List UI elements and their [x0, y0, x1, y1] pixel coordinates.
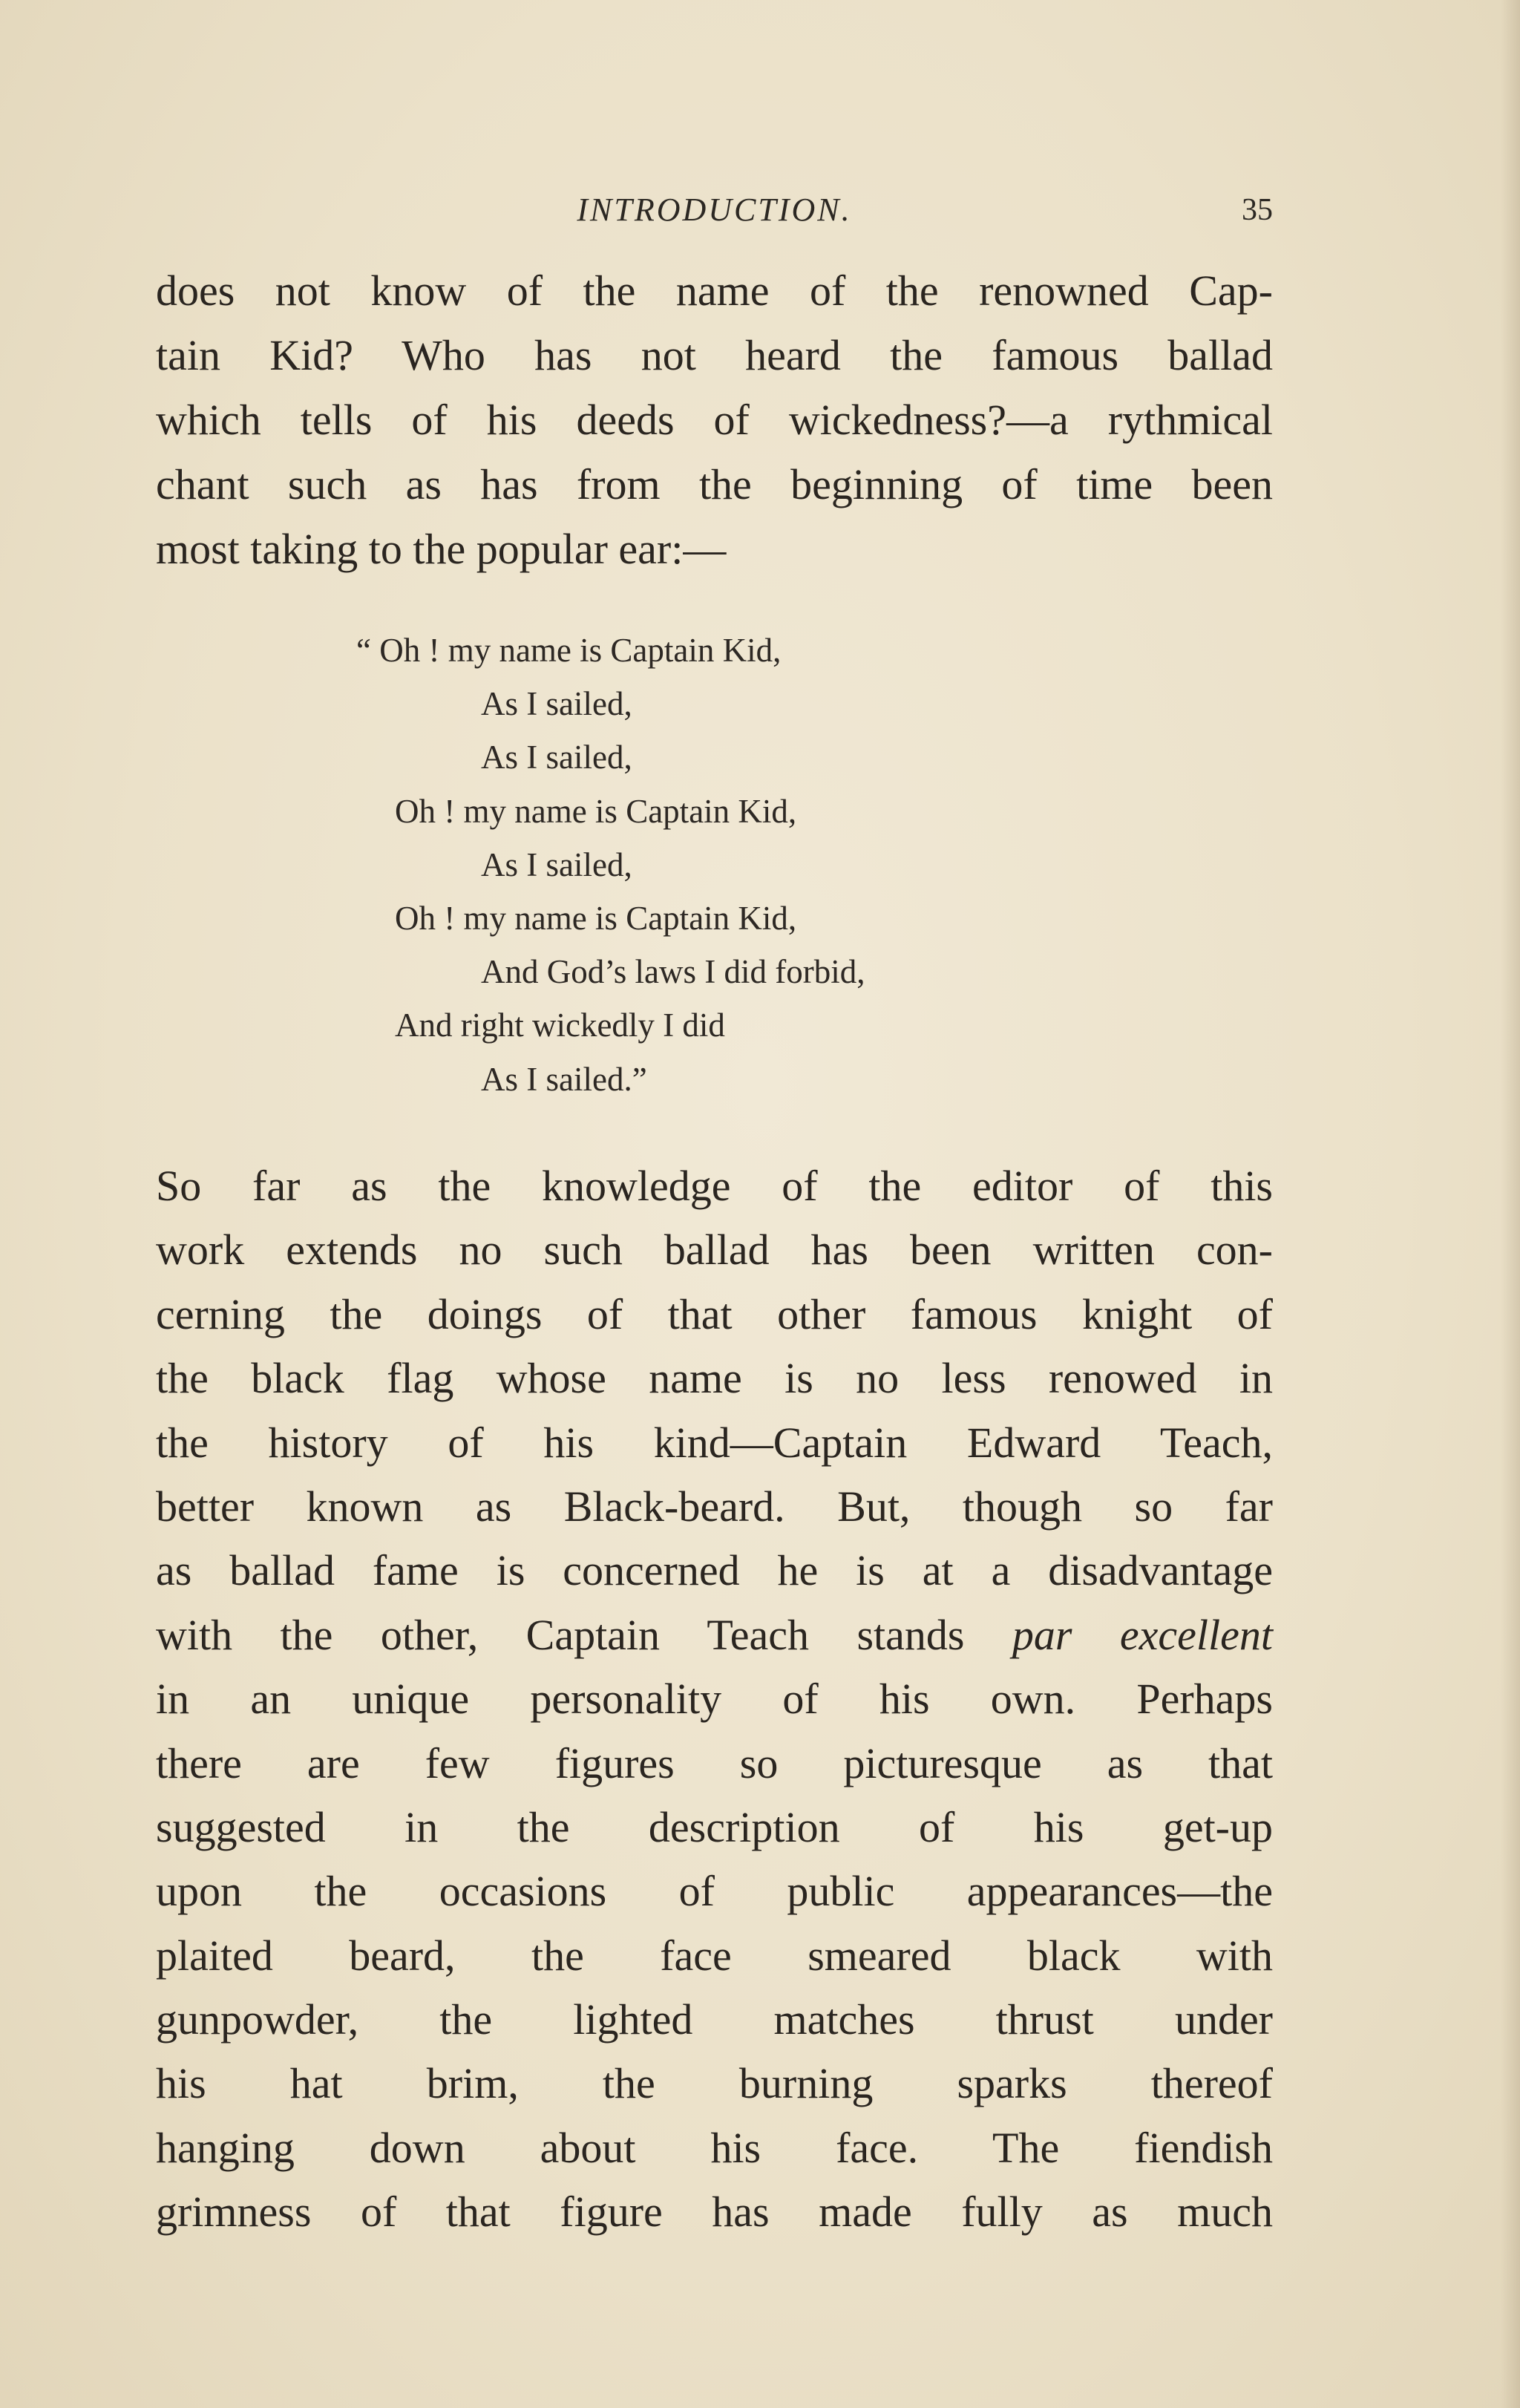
- verse-line: “ Oh ! my name is Captain Kid,: [356, 632, 782, 669]
- text-line: the history of his kind—Captain Edward Teach,: [156, 1418, 1273, 1467]
- text-line: gunpowder, the lighted matches thrust under: [156, 1995, 1273, 2044]
- text-line: plaited beard, the face smeared black with: [156, 1931, 1273, 1980]
- verse-line: As I sailed.”: [481, 1060, 647, 1098]
- verse-line: Oh ! my name is Captain Kid,: [395, 899, 797, 937]
- running-title: INTRODUCTION.: [577, 192, 852, 228]
- page-edge-shadow: [1501, 0, 1520, 2408]
- ballad-verse: [356, 624, 1024, 1106]
- text-line: better known as Black-beard. But, though so far: [156, 1482, 1273, 1531]
- running-head: [156, 184, 1273, 236]
- text-line: suggested in the description of his get-up: [156, 1802, 1273, 1851]
- text-line: does not know of the name of the renowned Cap-: [156, 266, 1273, 315]
- text-line: there are few figures so picturesque as that: [156, 1738, 1273, 1787]
- text-line: most taking to the popular ear:—: [156, 525, 727, 573]
- verse-line: As I sailed,: [481, 739, 632, 776]
- text-line: upon the occasions of public appearances—the: [156, 1867, 1273, 1916]
- text-line: work extends no such ballad has been written con-: [156, 1226, 1273, 1275]
- text-line: chant such as has from the beginning of time been: [156, 460, 1273, 508]
- text-line-with-italic: [156, 1603, 1273, 1667]
- text-line: So far as the knowledge of the editor of this: [156, 1162, 1273, 1210]
- verse-line: As I sailed,: [481, 685, 632, 723]
- verse-line: And God’s laws I did forbid,: [481, 953, 865, 991]
- page-number: 35: [1242, 193, 1273, 227]
- text-line-segment: with the other, Captain Teach stands: [156, 1610, 965, 1659]
- text-line: hanging down about his face. The fiendish: [156, 2123, 1273, 2172]
- text-line: which tells of his deeds of wickedness?—a rythmical: [156, 396, 1273, 444]
- text-line: as ballad fame is concerned he is at a disadvantage: [156, 1546, 1273, 1595]
- text-line: cerning the doings of that other famous knight of: [156, 1289, 1273, 1338]
- verse-line: Oh ! my name is Captain Kid,: [395, 792, 797, 830]
- verse-line: And right wickedly I did: [395, 1007, 725, 1044]
- italic-phrase: par excellent: [1012, 1610, 1273, 1659]
- verse-line: As I sailed,: [481, 845, 632, 883]
- text-line: tain Kid? Who has not heard the famous ballad: [156, 331, 1273, 379]
- text-line: in an unique personality of his own. Perhaps: [156, 1675, 1273, 1724]
- text-line: grimness of that figure has made fully as much: [156, 2188, 1273, 2237]
- paragraph-2: [156, 1154, 1273, 2245]
- paragraph-1: [156, 258, 1273, 581]
- text-line: his hat brim, the burning sparks thereof: [156, 2059, 1273, 2108]
- text-line: the black flag whose name is no less renowed in: [156, 1354, 1273, 1403]
